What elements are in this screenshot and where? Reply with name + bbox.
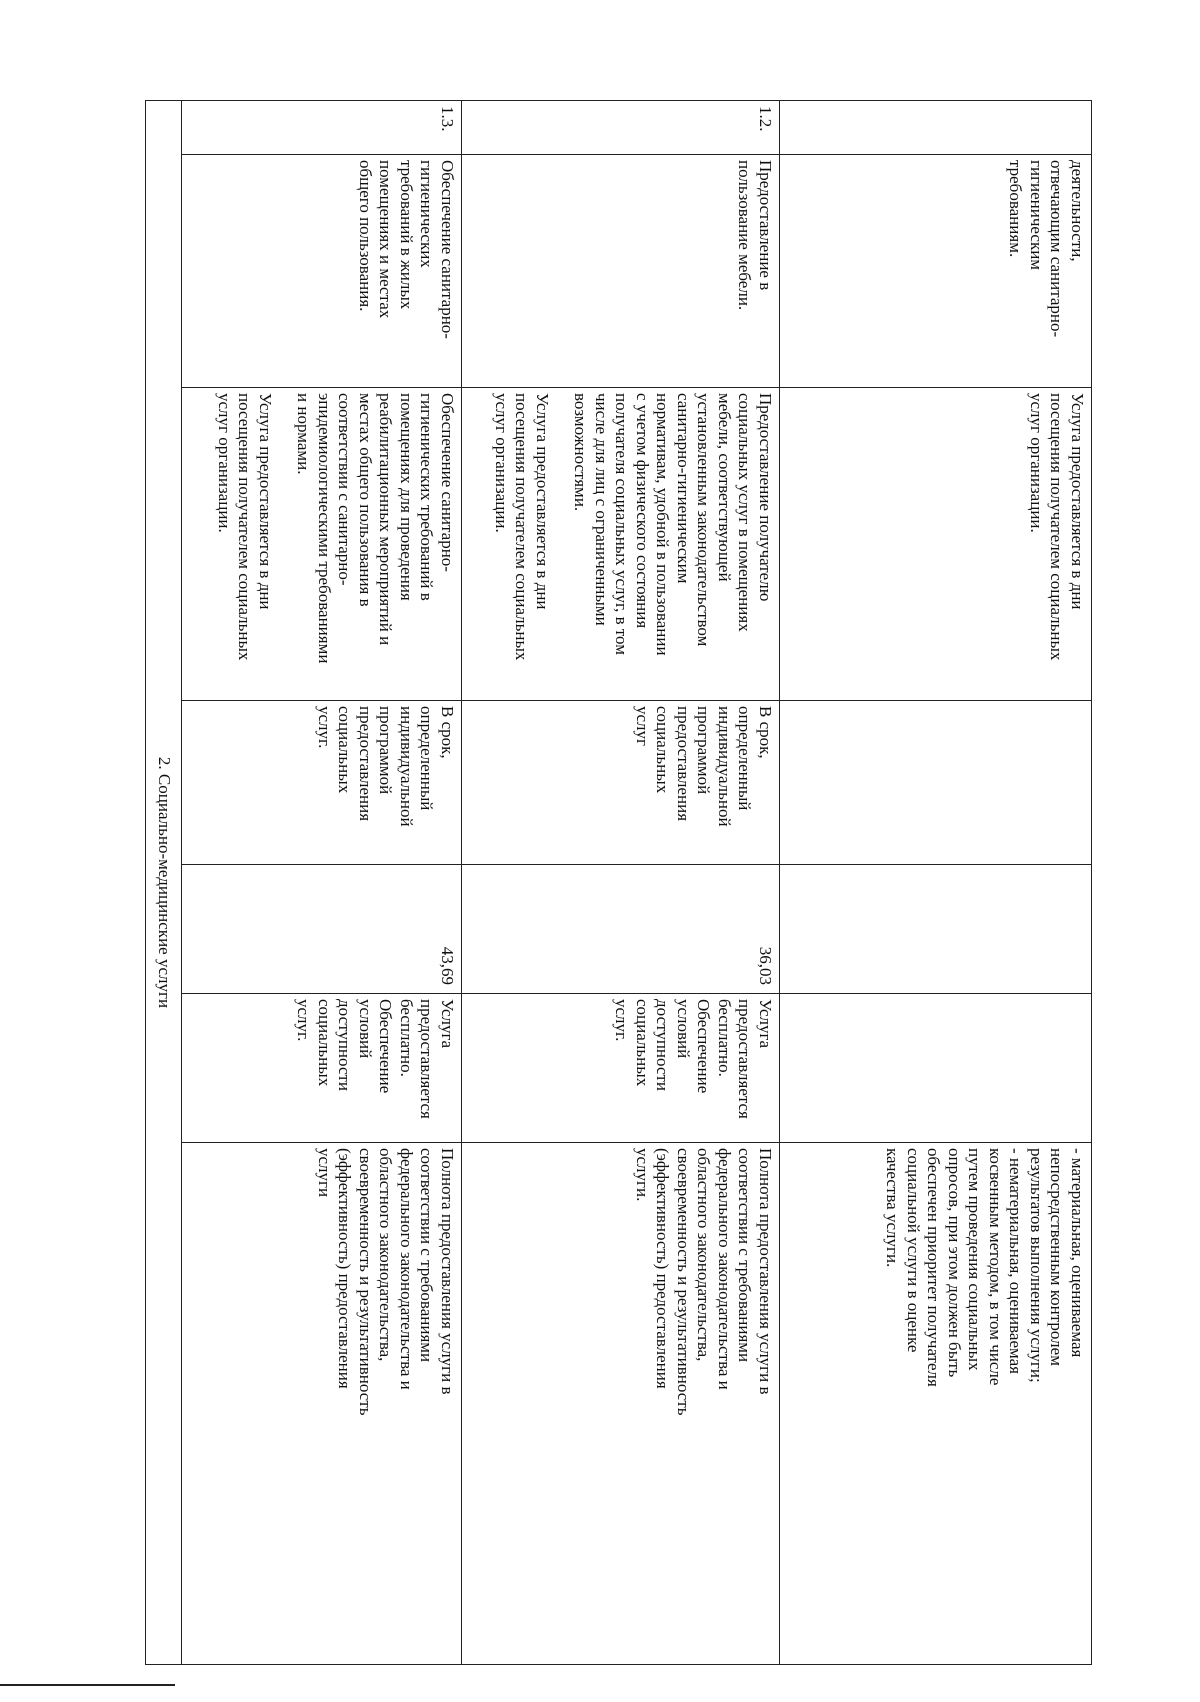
row-number — [780, 101, 1092, 155]
service-conditions: Услуга предоставляется бесплатно. Обеспечение условий доступности социальных услуг. — [182, 994, 462, 1143]
service-term: В срок, определенный индивидуальной программой предоставления социальных услуг — [462, 701, 780, 865]
rotated-page — [146, 100, 1092, 1664]
service-description: Услуга предоставляется в дни посещения получателем социальных услуг организации. — [780, 388, 1092, 701]
row-number: 1.3. — [182, 101, 462, 155]
quality-indicators: Полнота предоставления услуги в соответствии с требованиями федерального законодательства и областного законодательства, своевременность и результативность (эффективность) предоставления услуги. — [462, 1143, 780, 1665]
service-conditions — [780, 994, 1092, 1143]
section-heading: 2. Социально-медицинские услуги — [146, 101, 182, 1665]
service-price: 43,69 — [182, 865, 462, 994]
service-description: Предоставление получателю социальных услуг в помещениях мебели, соответствующей установленным законодательством санитарно-гигиеническим нормативам, удобной в пользовании с учетом физического состояния получателя социальных услуг, в том числе для лиц с ограниченными возможностями. Услуга предоставляется в дни посещения получателем социальных услуг организации. — [462, 388, 780, 701]
service-price: 36,03 — [462, 865, 780, 994]
service-name: Предоставление в пользование мебели. — [462, 155, 780, 388]
services-table — [145, 100, 1092, 1665]
service-name: деятельности, отвечающим санитарно- гигиеническим требованиям. — [780, 155, 1092, 388]
footer-rule — [0, 1684, 175, 1686]
service-term — [780, 701, 1092, 865]
service-description: Обеспечение санитарно- гигиенических требований в помещениях для проведения реабилитационных мероприятий и местах общего пользования в соответствии с санитарно- эпидемиологическими требованиями и нормами. Услуга предоставляется в дни посещения получателем социальных услуг организации. — [182, 388, 462, 701]
service-conditions: Услуга предоставляется бесплатно. Обеспечение условий доступности социальных услуг. — [462, 994, 780, 1143]
table-row — [780, 101, 1092, 1665]
quality-indicators: Полнота предоставления услуги в соответствии с требованиями федерального законодательства и областного законодательства, своевременность и результативность (эффективность) предоставления услуги — [182, 1143, 462, 1665]
table-row — [182, 101, 462, 1665]
row-number: 1.2. — [462, 101, 780, 155]
service-name: Обеспечение санитарно- гигиенических требований в жилых помещениях и местах общего пользования. — [182, 155, 462, 388]
service-price — [780, 865, 1092, 994]
section-row — [146, 101, 182, 1665]
quality-indicators: - материальная, оцениваемая непосредственным контролем результатов выполнения услуги; - нематериальная, оцениваемая косвенным методом, в том числе путем проведения социальных опросов, при этом должен быть обеспечен приоритет получателя социальной услуги в оценке качества услуги. — [780, 1143, 1092, 1665]
service-term: В срок, определенный индивидуальной программой предоставления социальных услуг. — [182, 701, 462, 865]
table-row — [462, 101, 780, 1665]
